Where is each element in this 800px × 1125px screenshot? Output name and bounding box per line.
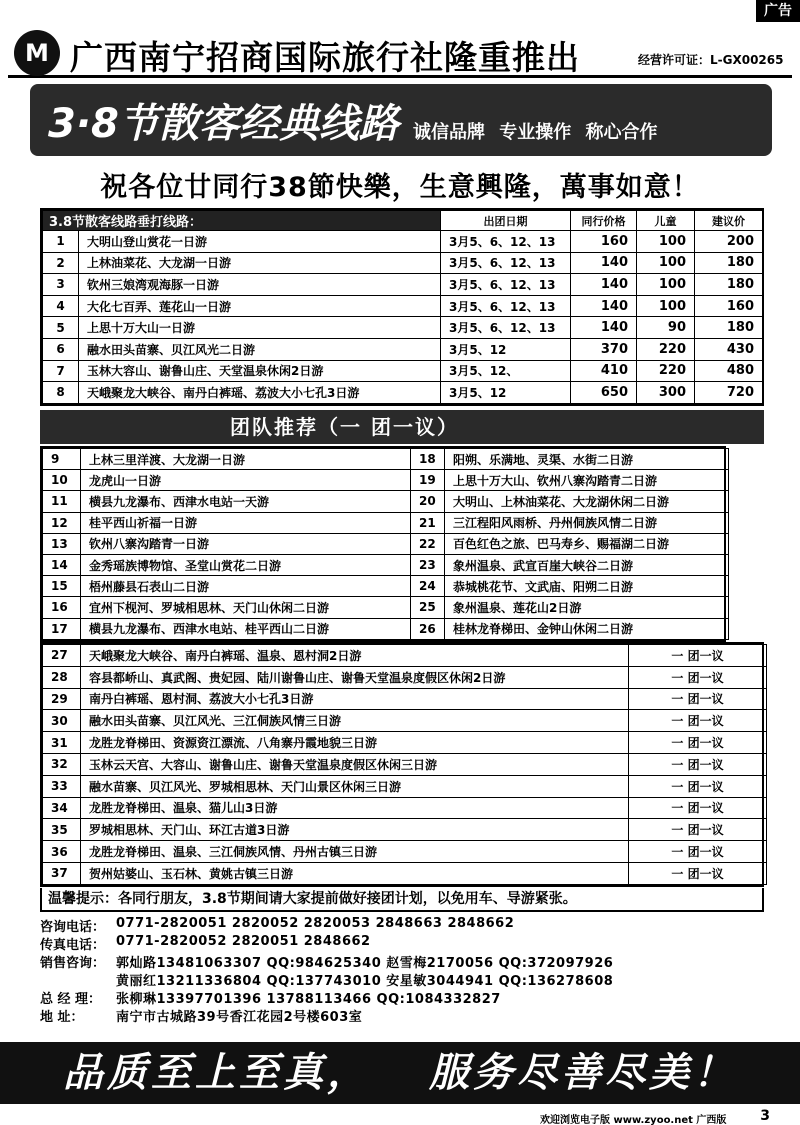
route-name: 上思十万大山一日游 (79, 317, 441, 339)
price-note: 一 团一议 (629, 753, 767, 775)
peer-price: 140 (571, 317, 637, 339)
departure-date: 3月5、12 (441, 338, 571, 360)
route-name: 象州温泉、莲花山2日游 (445, 597, 729, 618)
peer-price: 410 (571, 360, 637, 382)
table-row (43, 797, 767, 819)
contact-value: 黄丽红13211336804 QQ:137743010 安星敏3044941 QQ:136278608 (116, 974, 614, 989)
row-number: 14 (43, 554, 81, 575)
footer-slogan-left: 品质至上至真， (63, 1050, 372, 1096)
route-name: 容县都峤山、真武阁、贵妃园、陆川谢鲁山庄、谢鲁天堂温泉度假区休闲2日游 (81, 666, 629, 688)
row-number: 22 (411, 533, 445, 554)
table-row (43, 252, 763, 274)
license-number: 经营许可证：L-GX00265 (638, 53, 784, 67)
route-name: 象州温泉、武宣百崖大峡谷二日游 (445, 554, 729, 575)
table-row (43, 666, 767, 688)
route-name: 龙胜龙脊梯田、温泉、三江侗族风情、丹州古镇三日游 (81, 841, 629, 863)
route-name: 龙胜龙脊梯田、温泉、猫儿山3日游 (81, 797, 629, 819)
contact-value: 郭灿路13481063307 QQ:984625340 赵雪梅2170056 QQ:372097926 (116, 956, 614, 971)
route-name: 大明山、上林油菜花、大龙湖休闲二日游 (445, 491, 729, 512)
route-name: 三江程阳风雨桥、丹州侗族风情二日游 (445, 512, 729, 533)
departure-date: 3月5、12、 (441, 360, 571, 382)
child-price: 100 (637, 274, 695, 296)
table-row (43, 645, 767, 667)
price-note: 一 团一议 (629, 732, 767, 754)
route-name: 上思十万大山、钦州八寨沟踏青二日游 (445, 470, 729, 491)
contact-info (40, 916, 740, 1024)
contact-row (40, 916, 740, 934)
route-table-group (40, 446, 726, 642)
row-number: 1 (43, 231, 79, 253)
route-name: 梧州藤县石表山二日游 (81, 576, 411, 597)
table-row (43, 231, 763, 253)
peer-price: 140 (571, 252, 637, 274)
route-name: 罗城相思林、天门山、环江古道3日游 (81, 819, 629, 841)
section-title-group: 团队推荐（一 团一议） (40, 410, 764, 444)
route-name: 融水苗寨、贝江风光、罗城相思林、天门山景区休闲三日游 (81, 775, 629, 797)
table-row (43, 732, 767, 754)
row-number: 32 (43, 753, 81, 775)
contact-value: 0771-2820052 2820051 2848662 (116, 934, 371, 949)
table-row (43, 338, 763, 360)
route-name: 桂林龙脊梯田、金钟山休闲二日游 (445, 618, 729, 639)
route-name: 天峨聚龙大峡谷、南丹白裤瑶、荔波大小七孔3日游 (79, 382, 441, 404)
route-name: 南丹白裤瑶、恩村洞、荔波大小七孔3日游 (81, 688, 629, 710)
route-name: 桂平西山祈福一日游 (81, 512, 411, 533)
row-number: 27 (43, 645, 81, 667)
child-price: 220 (637, 338, 695, 360)
peer-price: 140 (571, 295, 637, 317)
suggested-price: 160 (695, 295, 763, 317)
price-note: 一 团一议 (629, 862, 767, 884)
greeting: 祝各位廿同行38節快樂，生意興隆，萬事如意！ (100, 172, 700, 203)
ad-tag: 广告 (756, 0, 800, 22)
footer-slogan (0, 1042, 800, 1104)
contact-label: 销售咨询： (40, 956, 106, 971)
contact-value: 南宁市古城路39号香江花园2号楼603室 (116, 1010, 363, 1025)
contact-label: 地 址： (40, 1010, 84, 1025)
route-name: 贺州姑婆山、玉石林、黄姚古镇三日游 (81, 862, 629, 884)
route-name: 大明山登山赏花一日游 (79, 231, 441, 253)
table-row (43, 533, 729, 554)
child-price: 90 (637, 317, 695, 339)
row-number: 5 (43, 317, 79, 339)
contact-label: 传真电话： (40, 938, 106, 953)
route-name: 融水田头苗寨、贝江风光、三江侗族风情三日游 (81, 710, 629, 732)
table-row (43, 554, 729, 575)
route-name: 天峨聚龙大峡谷、南丹白裤瑶、温泉、恩村洞2日游 (81, 645, 629, 667)
child-price: 100 (637, 295, 695, 317)
table-row (43, 317, 763, 339)
row-number: 2 (43, 252, 79, 274)
contact-row (40, 970, 740, 988)
table-header (43, 211, 763, 231)
route-name: 钦州三娘湾观海豚一日游 (79, 274, 441, 296)
table-row (43, 597, 729, 618)
route-name: 金秀瑶族博物馆、圣堂山赏花二日游 (81, 554, 411, 575)
departure-date: 3月5、12 (441, 382, 571, 404)
table-row (43, 775, 767, 797)
peer-price: 650 (571, 382, 637, 404)
row-number: 31 (43, 732, 81, 754)
suggested-price: 180 (695, 317, 763, 339)
banner-title: 3·8节散客经典线路 (48, 101, 399, 147)
header (8, 26, 792, 78)
table-row (43, 819, 767, 841)
row-number: 4 (43, 295, 79, 317)
row-number: 9 (43, 449, 81, 470)
route-name: 龙胜龙脊梯田、资源资江漂流、八角寨丹霞地貌三日游 (81, 732, 629, 754)
table-row (43, 382, 763, 404)
contact-row (40, 1006, 740, 1024)
table-row (43, 470, 729, 491)
table-row (43, 360, 763, 382)
row-number: 10 (43, 470, 81, 491)
price-note: 一 团一议 (629, 688, 767, 710)
peer-price: 140 (571, 274, 637, 296)
table-row (43, 753, 767, 775)
agency-name: 广西南宁招商国际旅行社隆重推出 (70, 38, 580, 77)
contact-label: 咨询电话： (40, 920, 106, 935)
row-number: 35 (43, 819, 81, 841)
table-row (43, 618, 729, 639)
contact-row (40, 988, 740, 1006)
row-number: 30 (43, 710, 81, 732)
price-note: 一 团一议 (629, 666, 767, 688)
row-number: 23 (411, 554, 445, 575)
table-row (43, 491, 729, 512)
departure-date: 3月5、6、12、13 (441, 231, 571, 253)
table-row (43, 274, 763, 296)
row-number: 17 (43, 618, 81, 639)
departure-date: 3月5、6、12、13 (441, 274, 571, 296)
peer-price: 160 (571, 231, 637, 253)
row-number: 28 (43, 666, 81, 688)
peer-price: 370 (571, 338, 637, 360)
price-note: 一 团一议 (629, 775, 767, 797)
table-row (43, 295, 763, 317)
contact-value: 张柳琳13397701396 13788113466 QQ:1084332827 (116, 992, 501, 1007)
price-note: 一 团一议 (629, 841, 767, 863)
row-number: 24 (411, 576, 445, 597)
route-name: 融水田头苗寨、贝江风光二日游 (79, 338, 441, 360)
row-number: 13 (43, 533, 81, 554)
contact-value: 0771-2820051 2820052 2820053 2848663 2848662 (116, 916, 515, 931)
table-row (43, 576, 729, 597)
row-number: 16 (43, 597, 81, 618)
departure-date: 3月5、6、12、13 (441, 317, 571, 339)
col-date: 出团日期 (441, 211, 571, 231)
website-link[interactable]: 欢迎浏览电子版 www.zyoo.net 广西版 (540, 1115, 727, 1125)
notice-tip: 温馨提示：各同行朋友，3.8节期间请大家提前做好接团计划，以免用车、导游紧张。 (40, 888, 764, 912)
route-name: 玉林云天宫、大容山、谢鲁山庄、谢鲁天堂温泉度假区休闲三日游 (81, 753, 629, 775)
suggested-price: 200 (695, 231, 763, 253)
row-number: 3 (43, 274, 79, 296)
price-note: 一 团一议 (629, 645, 767, 667)
route-name: 阳朔、乐满地、灵渠、水街二日游 (445, 449, 729, 470)
col-suggested-price: 建议价 (695, 211, 763, 231)
title-banner (30, 84, 772, 156)
child-price: 100 (637, 231, 695, 253)
suggested-price: 480 (695, 360, 763, 382)
table-row (43, 449, 729, 470)
route-name: 钦州八寨沟踏青一日游 (81, 533, 411, 554)
route-name: 宜州下枧河、罗城相思林、天门山休闲二日游 (81, 597, 411, 618)
departure-date: 3月5、6、12、13 (441, 295, 571, 317)
price-note: 一 团一议 (629, 797, 767, 819)
row-number: 8 (43, 382, 79, 404)
table-row (43, 512, 729, 533)
row-number: 25 (411, 597, 445, 618)
suggested-price: 720 (695, 382, 763, 404)
row-number: 36 (43, 841, 81, 863)
suggested-price: 430 (695, 338, 763, 360)
route-name: 恭城桃花节、文武庙、阳朔二日游 (445, 576, 729, 597)
row-number: 19 (411, 470, 445, 491)
route-name: 百色红色之旅、巴马寿乡、赐福湖二日游 (445, 533, 729, 554)
row-number: 12 (43, 512, 81, 533)
banner-slogan: 诚信品牌 专业操作 称心合作 (413, 122, 658, 143)
row-number: 18 (411, 449, 445, 470)
page-number: 3 (760, 1108, 770, 1124)
row-number: 15 (43, 576, 81, 597)
row-number: 37 (43, 862, 81, 884)
row-number: 33 (43, 775, 81, 797)
row-number: 26 (411, 618, 445, 639)
row-number: 11 (43, 491, 81, 512)
table-row (43, 841, 767, 863)
table-row (43, 710, 767, 732)
contact-row (40, 952, 740, 970)
child-price: 100 (637, 252, 695, 274)
departure-date: 3月5、6、12、13 (441, 252, 571, 274)
page-footer (0, 1108, 800, 1125)
route-name: 玉林大容山、谢鲁山庄、天堂温泉休闲2日游 (79, 360, 441, 382)
price-note: 一 团一议 (629, 710, 767, 732)
row-number: 34 (43, 797, 81, 819)
table-header-title: 3.8节散客线路垂打线路： (43, 211, 441, 231)
col-peer-price: 同行价格 (571, 211, 637, 231)
route-name: 上林油菜花、大龙湖一日游 (79, 252, 441, 274)
contact-row (40, 934, 740, 952)
col-child-price: 儿童 (637, 211, 695, 231)
contact-label: 总 经 理： (40, 992, 102, 1007)
row-number: 6 (43, 338, 79, 360)
route-table-multi-day (40, 642, 764, 887)
route-name: 上林三里洋渡、大龙湖一日游 (81, 449, 411, 470)
child-price: 220 (637, 360, 695, 382)
row-number: 20 (411, 491, 445, 512)
row-number: 7 (43, 360, 79, 382)
suggested-price: 180 (695, 252, 763, 274)
route-name: 大化七百弄、莲花山一日游 (79, 295, 441, 317)
row-number: 21 (411, 512, 445, 533)
route-name: 横县九龙瀑布、西津水电站、桂平西山二日游 (81, 618, 411, 639)
table-row (43, 862, 767, 884)
footer-slogan-right: 服务尽善尽美！ (428, 1050, 737, 1096)
route-table-festival (40, 208, 764, 406)
route-name: 横县九龙瀑布、西津水电站一天游 (81, 491, 411, 512)
suggested-price: 180 (695, 274, 763, 296)
child-price: 300 (637, 382, 695, 404)
row-number: 29 (43, 688, 81, 710)
route-name: 龙虎山一日游 (81, 470, 411, 491)
price-note: 一 团一议 (629, 819, 767, 841)
table-row (43, 688, 767, 710)
agency-logo: M (14, 30, 60, 76)
